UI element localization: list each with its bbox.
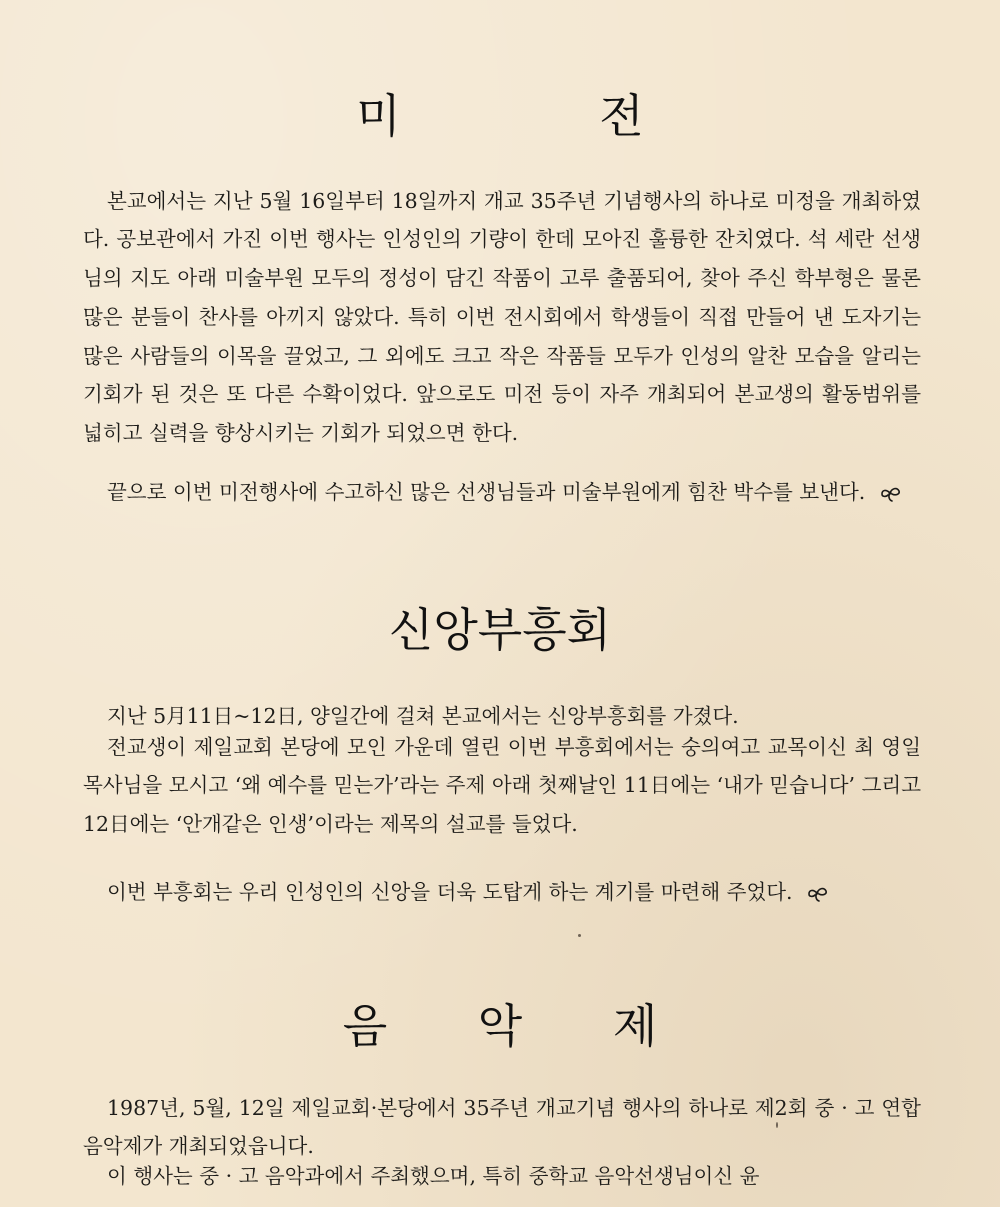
paragraph-text: 본교에서는 지난 5월 16일부터 18일까지 개교 35주년 기념행사의 하나로 미정을 개최하였다. 공보관에서 가진 이번 행사는 인성인의 기량이 한데 모아진 훌륭한 잔치였다. 석 세란 선생님의 지도 아래 미술부원 모두의 정성이 담긴 작품이 고루 출품되어, 찾아 주신 학부형은 물론 많은 분들이 찬사를 아끼지 않았다. 특히 이번 전시회에서 학생들이 직접 만들어 낸 도자기는 많은 사람들의 이목을 끌었고, 그 외에도 크고 작은 작품들 모두가 인성의 알찬 모습을 알리는 기회가 된 것은 또 다른 수확이었다. 앞으로도 미전 등이 자주 개최되어 본교생의 활동범위를 넓히고 실력을 향상시키는 기회가 되었으면 한다.	[83, 188, 921, 446]
paragraph-music-2	[83, 1157, 921, 1196]
paragraph-art-exhibition-2	[83, 473, 921, 512]
paragraph-revival-3	[83, 873, 921, 912]
paper-speck	[578, 934, 581, 937]
paragraph-music-1	[83, 1089, 921, 1167]
paragraph-text: 지난 5月11日~12日, 양일간에 걸쳐 본교에서는 신앙부흥회를 가졌다.	[107, 703, 739, 728]
paper-speck	[776, 1122, 778, 1128]
section-title-music-festival: 음 악 제	[342, 998, 696, 1053]
paragraph-art-exhibition-1	[83, 182, 921, 454]
paragraph-revival-2	[83, 728, 921, 844]
flower-ornament-icon	[805, 881, 829, 903]
paragraph-text: 1987년, 5월, 12일 제일교회·본당에서 35주년 개교기념 행사의 하나로 제2회 중 · 고 연합 음악제가 개최되었읍니다.	[83, 1095, 921, 1159]
paragraph-text: 이번 부흥회는 우리 인성인의 신앙을 더욱 도탑게 하는 계기를 마련해 주었다.	[107, 879, 793, 904]
flower-ornament-icon	[878, 481, 902, 503]
section-title-revival-meeting: 신앙부흥회	[388, 602, 612, 657]
paragraph-text: 전교생이 제일교회 본당에 모인 가운데 열린 이번 부흥회에서는 숭의여고 교목이신 최 영일목사님을 모시고 ‘왜 예수를 믿는가’라는 주제 아래 첫째날인 11日에는 ‘내가 믿습니다’ 그리고 12日에는 ‘안개같은 인생’이라는 제목의 설교를 들었다.	[83, 734, 921, 837]
section-title-art-exhibition: 미 전	[356, 88, 736, 143]
paragraph-text: 끝으로 이번 미전행사에 수고하신 많은 선생님들과 미술부원에게 힘찬 박수를 보낸다.	[107, 479, 866, 504]
paragraph-text: 이 행사는 중 · 고 음악과에서 주최했으며, 특히 중학교 음악선생님이신 윤	[107, 1163, 760, 1188]
